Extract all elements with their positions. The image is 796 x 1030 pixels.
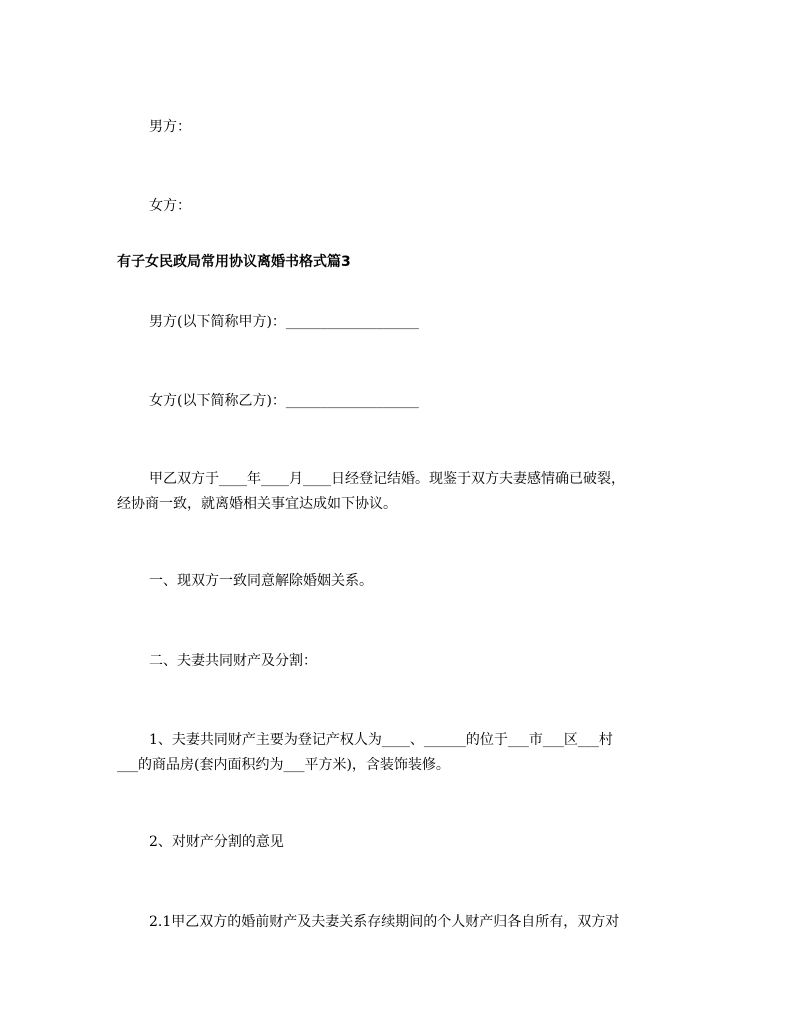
clause-two-heading: 二、夫妻共同财产及分割： [149, 653, 317, 669]
clause-one: 一、现双方一致同意解除婚姻关系。 [149, 573, 373, 589]
property-division-heading: 2、对财产分割的意见 [149, 834, 284, 850]
male-party-line: 男方： [149, 119, 191, 135]
party-b-line: 女方(以下简称乙方)：___________________ [149, 393, 419, 409]
marriage-statement-line-1: 甲乙双方于____年____月____日经登记结婚。现鉴于双方夫妻感情确已破裂， [149, 471, 625, 487]
premarital-property-clause: 2.1甲乙双方的婚前财产及夫妻关系存续期间的个人财产归各自所有，双方对 [149, 914, 620, 930]
female-party-line: 女方： [149, 198, 191, 214]
party-a-line: 男方(以下简称甲方)：___________________ [149, 314, 419, 330]
property-clause-line-2: ___的商品房(套内面积约为___平方米)，含装饰装修。 [117, 757, 450, 773]
marriage-statement-line-2: 经协商一致，就离婚相关事宜达成如下协议。 [117, 496, 397, 512]
section-heading: 有子女民政局常用协议离婚书格式篇3 [117, 254, 351, 270]
property-clause-line-1: 1、夫妻共同财产主要为登记产权人为____、______的位于___市___区___村 [149, 732, 613, 748]
